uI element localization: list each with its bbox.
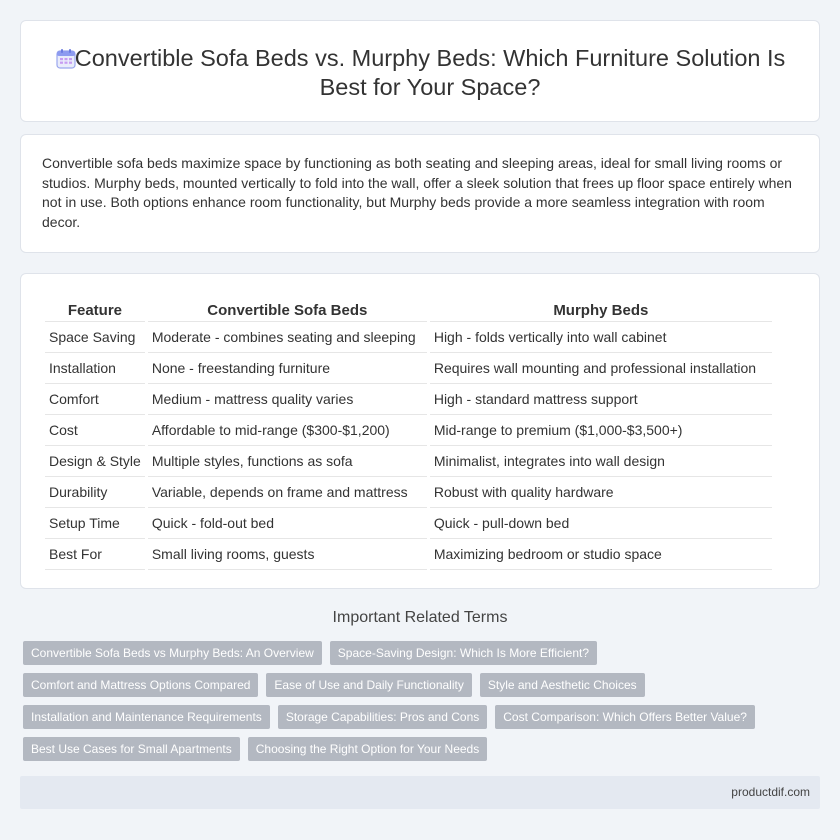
table-row — [45, 539, 772, 570]
table-row — [45, 353, 772, 384]
sofa-bed-cell: Multiple styles, functions as sofa — [148, 446, 427, 477]
sofa-bed-cell: None - freestanding furniture — [148, 353, 427, 384]
table-row — [45, 322, 772, 353]
column-header-feature: Feature — [45, 294, 145, 322]
feature-cell: Comfort — [45, 384, 145, 415]
sofa-bed-cell: Moderate - combines seating and sleeping — [148, 322, 427, 353]
related-term-tag[interactable]: Comfort and Mattress Options Compared — [23, 673, 258, 697]
page-title: Convertible Sofa Beds vs. Murphy Beds: Which Furniture Solution Is Best for Your Space? — [74, 45, 786, 100]
related-term-tag[interactable]: Space-Saving Design: Which Is More Efficient? — [330, 641, 597, 665]
sofa-bed-cell: Quick - fold-out bed — [148, 508, 427, 539]
feature-cell: Durability — [45, 477, 145, 508]
murphy-bed-cell: Mid-range to premium ($1,000-$3,500+) — [430, 415, 772, 446]
comparison-card — [20, 273, 820, 589]
intro-paragraph: Convertible sofa beds maximize space by functioning as both seating and sleeping areas, ideal for small living rooms or studios. Murphy beds, mounted vertically to fold into the wall, offer a sleek solution that frees up floor space entirely when not in use. Both options enhance room functionality, but Murphy beds provide a more seamless integration with room decor. — [42, 155, 792, 230]
comparison-table — [42, 294, 775, 570]
sofa-bed-cell: Affordable to mid-range ($300-$1,200) — [148, 415, 427, 446]
related-term-tag[interactable]: Best Use Cases for Small Apartments — [23, 737, 240, 761]
sofa-bed-cell: Variable, depends on frame and mattress — [148, 477, 427, 508]
feature-cell: Setup Time — [45, 508, 145, 539]
table-header-row — [45, 294, 772, 322]
footer — [20, 776, 820, 809]
related-term-tag[interactable]: Storage Capabilities: Pros and Cons — [278, 705, 487, 729]
related-terms-list — [23, 641, 813, 769]
intro-card — [20, 134, 820, 253]
table-row — [45, 508, 772, 539]
feature-cell: Installation — [45, 353, 145, 384]
tag-row — [23, 673, 813, 697]
murphy-bed-cell: Requires wall mounting and professional installation — [430, 353, 772, 384]
murphy-bed-cell: Quick - pull-down bed — [430, 508, 772, 539]
related-term-tag[interactable]: Style and Aesthetic Choices — [480, 673, 645, 697]
table-row — [45, 477, 772, 508]
murphy-bed-cell: Maximizing bedroom or studio space — [430, 539, 772, 570]
column-header-sofa-beds: Convertible Sofa Beds — [148, 294, 427, 322]
table-row — [45, 415, 772, 446]
tag-row — [23, 641, 813, 665]
sofa-bed-cell: Small living rooms, guests — [148, 539, 427, 570]
murphy-bed-cell: High - standard mattress support — [430, 384, 772, 415]
related-term-tag[interactable]: Choosing the Right Option for Your Needs — [248, 737, 487, 761]
murphy-bed-cell: Minimalist, integrates into wall design — [430, 446, 772, 477]
related-terms-heading: Important Related Terms — [332, 609, 508, 626]
murphy-bed-cell: Robust with quality hardware — [430, 477, 772, 508]
feature-cell: Design & Style — [45, 446, 145, 477]
column-header-murphy-beds: Murphy Beds — [430, 294, 772, 322]
tag-row — [23, 737, 813, 761]
tag-row — [23, 705, 813, 729]
footer-site-link[interactable]: productdif.com — [731, 785, 810, 799]
feature-cell: Best For — [45, 539, 145, 570]
table-row — [45, 384, 772, 415]
sofa-bed-cell: Medium - mattress quality varies — [148, 384, 427, 415]
murphy-bed-cell: High - folds vertically into wall cabinet — [430, 322, 772, 353]
related-term-tag[interactable]: Cost Comparison: Which Offers Better Value? — [495, 705, 755, 729]
header-card — [20, 20, 820, 122]
related-term-tag[interactable]: Convertible Sofa Beds vs Murphy Beds: An Overview — [23, 641, 322, 665]
feature-cell: Cost — [45, 415, 145, 446]
table-row — [45, 446, 772, 477]
feature-cell: Space Saving — [45, 322, 145, 353]
related-term-tag[interactable]: Ease of Use and Daily Functionality — [266, 673, 471, 697]
related-term-tag[interactable]: Installation and Maintenance Requirements — [23, 705, 270, 729]
